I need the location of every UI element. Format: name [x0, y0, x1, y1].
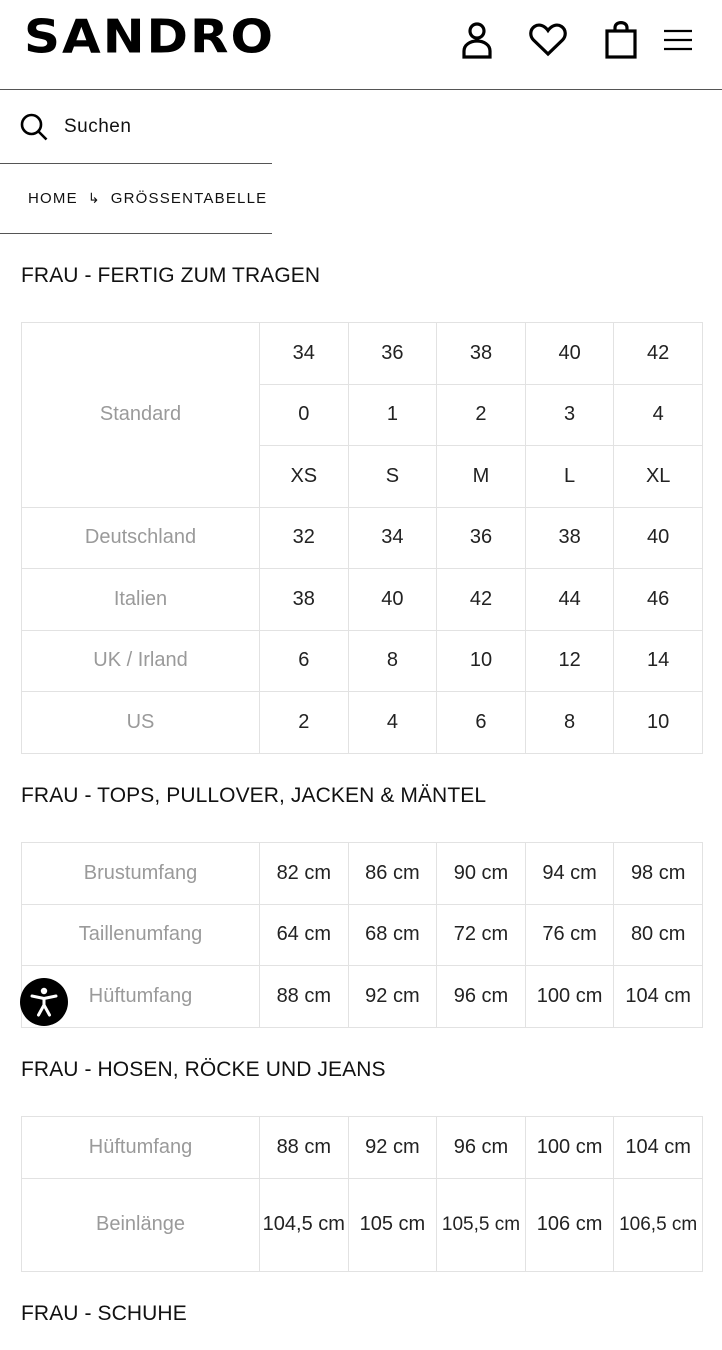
menu-icon[interactable] [656, 18, 700, 62]
table-row [22, 569, 703, 631]
table-cell: S [348, 446, 437, 508]
row-label-standard: Standard [22, 323, 260, 508]
bag-icon[interactable] [599, 18, 643, 62]
table-cell: 36 [437, 507, 526, 569]
table-cell: 42 [437, 569, 526, 631]
table-cell: 34 [348, 507, 437, 569]
table-cell: 100 cm [525, 1117, 614, 1179]
table-cell: 105,5 cm [437, 1178, 526, 1271]
table-cell: 88 cm [260, 1117, 349, 1179]
search-label: Suchen [64, 115, 132, 137]
table-cell: 32 [260, 507, 349, 569]
table-cell: 92 cm [348, 1117, 437, 1179]
table-cell: 12 [525, 630, 614, 692]
table-cell: 104 cm [614, 1117, 703, 1179]
row-label: Hüftumfang [22, 966, 260, 1028]
table-cell: 104,5 cm [260, 1178, 349, 1271]
breadcrumb-separator: ↳ [87, 190, 101, 206]
table-cell: 3 [525, 384, 614, 446]
section-title-shoes: FRAU - SCHUHE [21, 1302, 187, 1325]
table-cell: L [525, 446, 614, 508]
table-cell: 6 [437, 692, 526, 754]
row-label: Deutschland [22, 507, 260, 569]
table-row [22, 1117, 703, 1179]
accessibility-icon [27, 985, 61, 1019]
brand-logo[interactable]: SANDRO [24, 10, 276, 64]
table-cell: 40 [348, 569, 437, 631]
table-cell: 90 cm [437, 843, 526, 905]
table-cell: 38 [260, 569, 349, 631]
table-cell: 88 cm [260, 966, 349, 1028]
table-cell: 6 [260, 630, 349, 692]
row-label: Brustumfang [22, 843, 260, 905]
table-cell: 4 [614, 384, 703, 446]
table-cell: 8 [525, 692, 614, 754]
section-title-pants: FRAU - HOSEN, RÖCKE UND JEANS [21, 1058, 386, 1081]
table-cell: 72 cm [437, 904, 526, 966]
table-cell: 38 [437, 323, 526, 385]
table-cell: 38 [525, 507, 614, 569]
table-cell: XL [614, 446, 703, 508]
site-header [0, 0, 722, 90]
row-label: Hüftumfang [22, 1117, 260, 1179]
table-row [22, 692, 703, 754]
breadcrumb-home[interactable]: HOME [28, 190, 78, 207]
table-cell: 4 [348, 692, 437, 754]
table-row [22, 507, 703, 569]
table-cell: 80 cm [614, 904, 703, 966]
table-cell: 2 [260, 692, 349, 754]
table-cell: 86 cm [348, 843, 437, 905]
table-cell: 106,5 cm [614, 1178, 703, 1271]
search-icon [20, 113, 48, 141]
table-row [22, 966, 703, 1028]
size-table-pants [21, 1116, 703, 1272]
table-cell: 36 [348, 323, 437, 385]
table-cell: 64 cm [260, 904, 349, 966]
table-cell: 100 cm [525, 966, 614, 1028]
size-table-tops [21, 842, 703, 1028]
table-row [22, 904, 703, 966]
search-bar[interactable] [0, 90, 272, 164]
table-cell: 10 [614, 692, 703, 754]
table-row [22, 843, 703, 905]
table-cell: 42 [614, 323, 703, 385]
table-cell: 68 cm [348, 904, 437, 966]
table-cell: 46 [614, 569, 703, 631]
row-label: Italien [22, 569, 260, 631]
size-table-ready-to-wear [21, 322, 703, 754]
row-label: Taillenumfang [22, 904, 260, 966]
table-cell: 10 [437, 630, 526, 692]
section-title-tops: FRAU - TOPS, PULLOVER, JACKEN & MÄNTEL [21, 784, 487, 807]
table-cell: 96 cm [437, 966, 526, 1028]
row-label: UK / Irland [22, 630, 260, 692]
table-cell: 40 [525, 323, 614, 385]
accessibility-button[interactable] [20, 978, 68, 1026]
table-cell: 76 cm [525, 904, 614, 966]
table-cell: 96 cm [437, 1117, 526, 1179]
table-cell: 8 [348, 630, 437, 692]
breadcrumb [0, 164, 272, 234]
table-cell: 1 [348, 384, 437, 446]
table-cell: 82 cm [260, 843, 349, 905]
table-cell: 106 cm [525, 1178, 614, 1271]
table-cell: 98 cm [614, 843, 703, 905]
table-cell: 0 [260, 384, 349, 446]
table-cell: M [437, 446, 526, 508]
table-cell: 34 [260, 323, 349, 385]
table-cell: 92 cm [348, 966, 437, 1028]
table-cell: 44 [525, 569, 614, 631]
table-cell: 104 cm [614, 966, 703, 1028]
table-row [22, 1178, 703, 1271]
row-label: US [22, 692, 260, 754]
table-cell: 105 cm [348, 1178, 437, 1271]
table-cell: 2 [437, 384, 526, 446]
account-icon[interactable] [455, 18, 499, 62]
table-cell: 40 [614, 507, 703, 569]
table-cell: 94 cm [525, 843, 614, 905]
heart-icon[interactable] [526, 18, 570, 62]
breadcrumb-current: GRÖSSENTABELLE [110, 190, 268, 207]
table-row [22, 630, 703, 692]
row-label: Beinlänge [22, 1178, 260, 1271]
section-title-ready-to-wear: FRAU - FERTIG ZUM TRAGEN [21, 264, 321, 287]
table-cell: 14 [614, 630, 703, 692]
table-cell: XS [260, 446, 349, 508]
